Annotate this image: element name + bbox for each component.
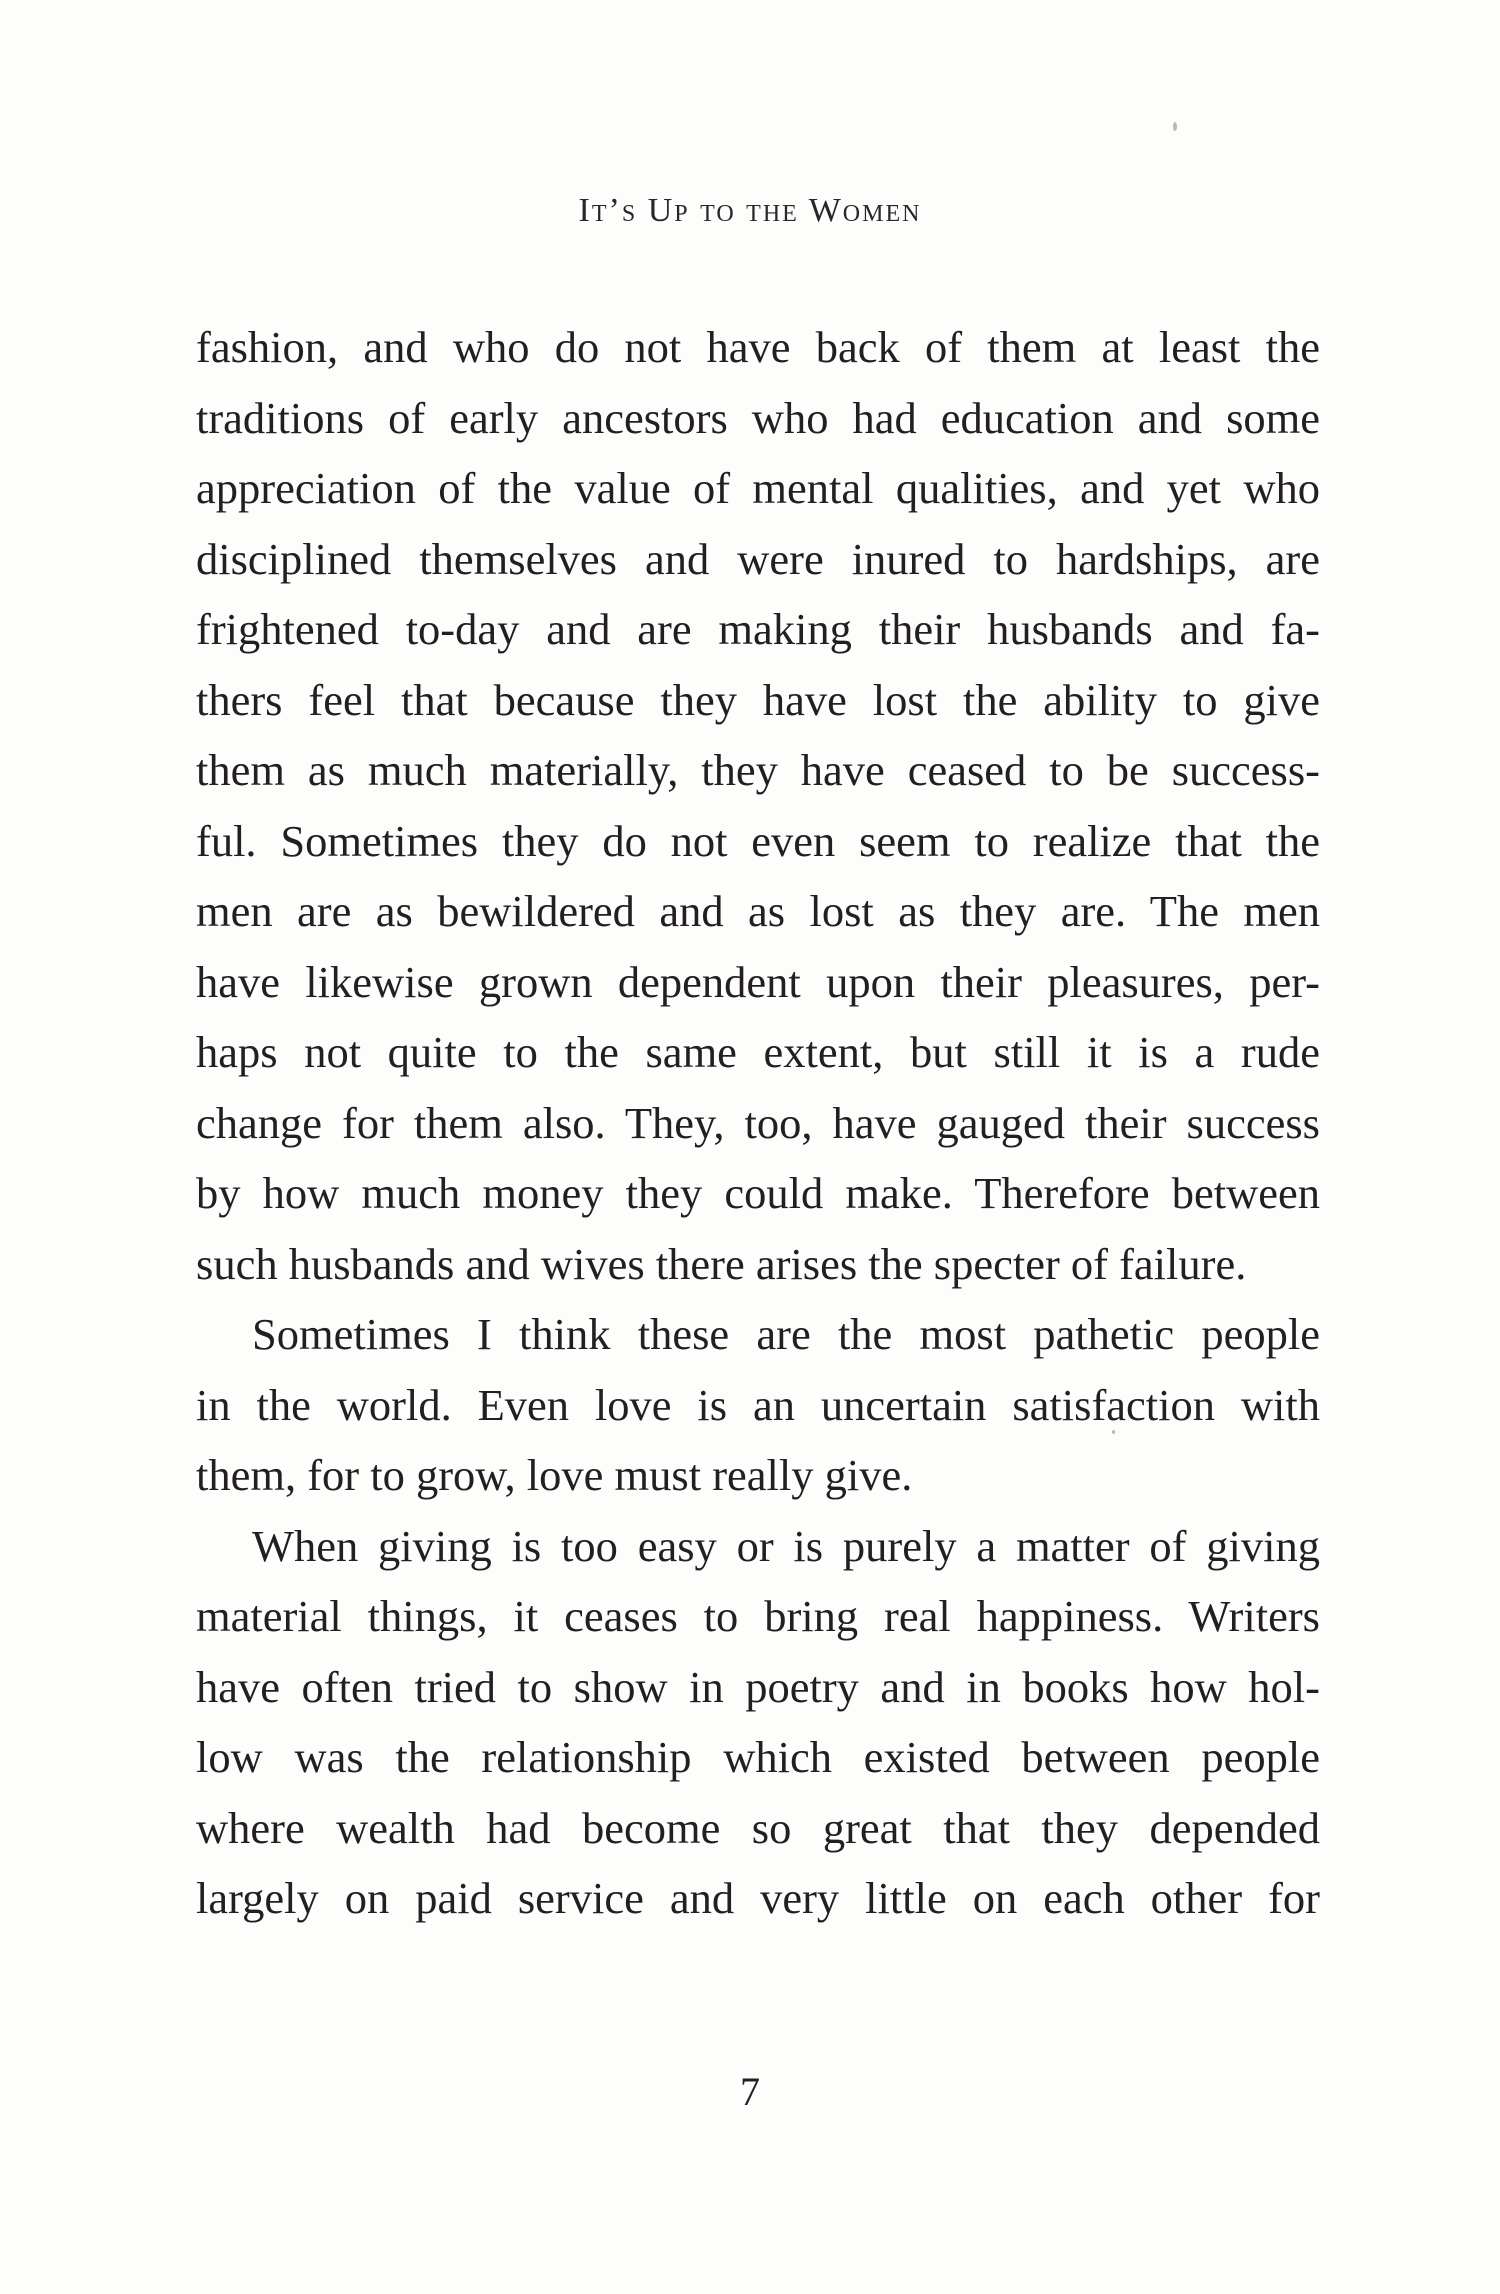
text-line: disciplined themselves and were inured to hardships, are [196, 533, 1320, 584]
text-line: men are as bewildered and as lost as they are. The men [196, 886, 1320, 936]
page-number: 7 [740, 2069, 760, 2114]
text-line: by how much money they could make. Therefore between [196, 1168, 1320, 1218]
scan-speck [1112, 1430, 1115, 1434]
text-line: in the world. Even love is an uncertain satisfaction with [196, 1379, 1320, 1430]
text-line: fashion, and who do not have back of them at least the [196, 322, 1320, 372]
text-line: them, for to grow, love must really give. [196, 1450, 913, 1500]
text-line: largely on paid service and very little on each other for [196, 1873, 1320, 1923]
body-text [196, 312, 1320, 1934]
text-line: them as much materially, they have ceased to be success- [196, 745, 1320, 795]
text-line: Sometimes I think these are the most pathetic people [252, 1309, 1320, 1359]
text-line: frightened to-day and are making their husbands and fa- [196, 604, 1320, 654]
text-line: When giving is too easy or is purely a matter of giving [252, 1520, 1320, 1571]
text-line: appreciation of the value of mental qualities, and yet who [196, 463, 1320, 513]
text-line: have often tried to show in poetry and in books how hol- [196, 1661, 1320, 1712]
running-head: It’s Up to the Women [578, 192, 922, 229]
text-line: ful. Sometimes they do not even seem to realize that the [196, 815, 1320, 866]
text-line: where wealth had become so great that they depended [196, 1802, 1320, 1853]
text-line: low was the relationship which existed between people [196, 1732, 1320, 1782]
text-line: material things, it ceases to bring real happiness. Writers [196, 1591, 1320, 1641]
text-line: change for them also. They, too, have gauged their success [196, 1097, 1320, 1148]
text-line: thers feel that because they have lost the ability to give [196, 674, 1320, 725]
text-line: haps not quite to the same extent, but still it is a rude [196, 1027, 1320, 1077]
scan-speck [1173, 122, 1177, 131]
text-line: such husbands and wives there arises the specter of failure. [196, 1238, 1247, 1289]
text-line: traditions of early ancestors who had education and some [196, 392, 1320, 443]
text-line: have likewise grown dependent upon their pleasures, per- [196, 956, 1320, 1007]
